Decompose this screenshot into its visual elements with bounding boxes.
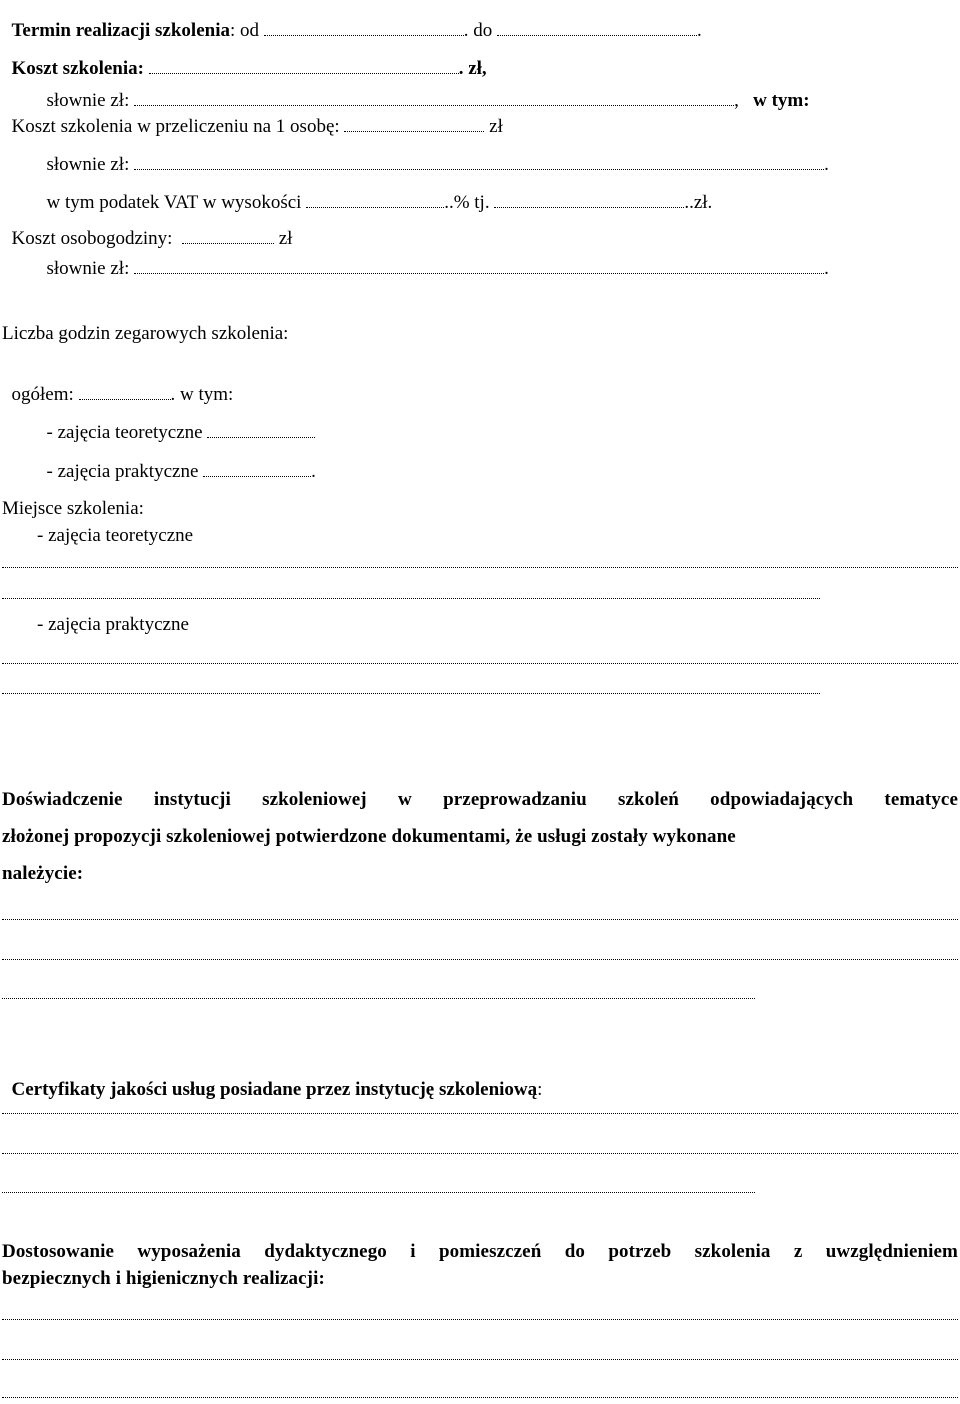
- termin-do-field[interactable]: [497, 35, 697, 36]
- dostosowanie-line-1: Dostosowanie wyposażenia dydaktycznego i pomieszczeń do potrzeb szkolenia z uwzględnieniem: [2, 1241, 958, 1262]
- doswiadczenie-line-c[interactable]: [2, 997, 755, 999]
- miejsce-praktyczne-line-1[interactable]: [2, 662, 958, 664]
- termin-od: : od: [229, 20, 264, 41]
- dostosowanie-block: [2, 1238, 958, 1292]
- koszt-line: Koszt szkolenia: . zł,: [11, 58, 487, 79]
- dostosowanie-line-2: bezpiecznych i higienicznych realizacji:: [2, 1268, 325, 1289]
- miejsce-praktyczne-line-2[interactable]: [2, 692, 820, 694]
- dostosowanie-line-a[interactable]: [2, 1318, 958, 1320]
- miejsce-teoretyczne-label: - zajęcia teoretyczne: [37, 525, 194, 546]
- termin-line: Termin realizacji szkolenia: od . do .: [11, 20, 702, 41]
- certyfikaty-line-c[interactable]: [2, 1191, 755, 1193]
- vat-value-field[interactable]: [494, 207, 684, 208]
- dostosowanie-line-c[interactable]: [2, 1396, 958, 1398]
- termin-label: Termin realizacji szkolenia: [11, 20, 230, 41]
- certyfikaty-label: Certyfikaty jakości usług posiadane przez instytucję szkoleniową: [11, 1079, 538, 1100]
- miejsce-teoretyczne-line-2[interactable]: [2, 597, 820, 599]
- koszt-osoba-field[interactable]: [344, 131, 484, 132]
- ogolem-field[interactable]: [79, 399, 171, 400]
- doswiadczenie-line-3: należycie:: [2, 863, 84, 884]
- miejsce-teoretyczne-line-1[interactable]: [2, 566, 958, 568]
- doswiadczenie-line-1: Doświadczenie instytucji szkoleniowej w przeprowadzaniu szkoleń odpowiadających tematyce: [2, 789, 958, 810]
- praktyczne-godz-field[interactable]: [203, 476, 311, 477]
- doswiadczenie-line-b[interactable]: [2, 958, 958, 960]
- vat-pct-field[interactable]: [306, 207, 444, 208]
- termin-od-field[interactable]: [264, 35, 464, 36]
- osobogodziny-slownie-line: słownie zł: .: [46, 258, 829, 279]
- doswiadczenie-line-2: złożonej propozycji szkoleniowej potwierdzone dokumentami, że usługi zostały wykonane: [2, 826, 736, 847]
- koszt-slownie2-field[interactable]: [134, 169, 824, 170]
- koszt-slownie2-line: słownie zł: .: [46, 154, 829, 175]
- vat-line: w tym podatek VAT w wysokości ..% tj. ..zł.: [46, 192, 713, 213]
- teoretyczne-godz-line: - zajęcia teoretyczne: [37, 404, 315, 442]
- dostosowanie-line-b[interactable]: [2, 1358, 958, 1360]
- koszt-osoba-line: Koszt szkolenia w przeliczeniu na 1 osobę: zł: [11, 116, 503, 137]
- certyfikaty-line: Certyfikaty jakości usług posiadane przez instytucję szkoleniową:: [11, 1079, 543, 1100]
- osobogodziny-slownie-field[interactable]: [134, 273, 824, 274]
- termin-do: . do: [463, 20, 498, 41]
- doswiadczenie-block: [2, 781, 958, 892]
- doswiadczenie-line-a[interactable]: [2, 918, 958, 920]
- teoretyczne-godz-field[interactable]: [207, 437, 315, 438]
- certyfikaty-line-a[interactable]: [2, 1112, 958, 1114]
- miejsce-praktyczne-label: - zajęcia praktyczne: [37, 614, 189, 635]
- koszt-label: Koszt szkolenia:: [11, 58, 144, 79]
- koszt-slownie-line: słownie zł: , w tym:: [46, 90, 810, 111]
- praktyczne-godz-line: - zajęcia praktyczne .: [46, 461, 316, 482]
- osobogodziny-line: Koszt osobogodziny: zł: [11, 228, 293, 249]
- godziny-label: Liczba godzin zegarowych szkolenia:: [2, 323, 289, 344]
- certyfikaty-line-b[interactable]: [2, 1152, 958, 1154]
- ogolem-line: ogółem: . w tym:: [11, 384, 234, 405]
- miejsce-label: Miejsce szkolenia:: [2, 498, 144, 519]
